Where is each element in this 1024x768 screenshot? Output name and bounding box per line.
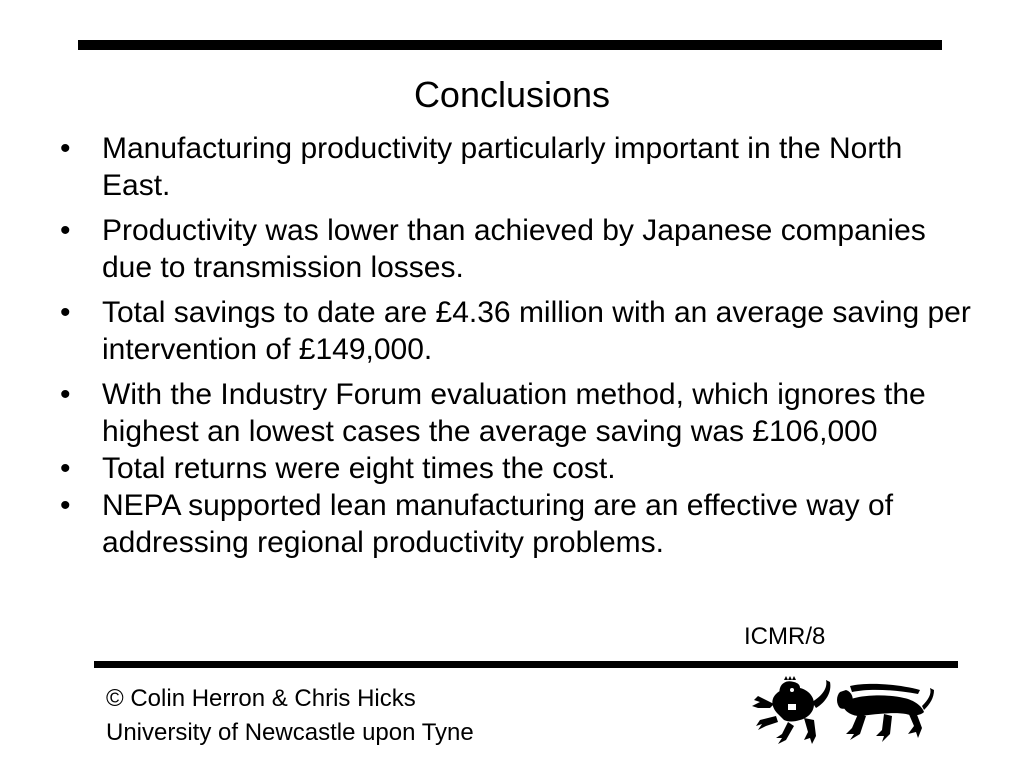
bullet-item: [56, 376, 976, 450]
bullet-marker: •: [60, 296, 71, 329]
bullet-marker: •: [60, 378, 71, 411]
bullet-text: NEPA supported lean manufacturing are an effective way of addressing regional productivity problems.: [102, 489, 894, 559]
footer-credit: [106, 682, 474, 750]
bullet-item: [56, 212, 976, 286]
bullet-text: Total returns were eight times the cost.: [102, 452, 616, 485]
heraldic-lions-logo-icon: [748, 676, 934, 746]
bullet-item: [56, 450, 976, 487]
slide-code: ICMR/8: [744, 623, 826, 650]
bullet-marker: •: [60, 132, 71, 165]
slide-title: Conclusions: [413, 74, 611, 115]
bullet-text: Productivity was lower than achieved by Japanese companies due to transmission losses.: [102, 214, 926, 284]
bullet-text: Total savings to date are £4.36 million with an average saving per intervention of £149,000.: [102, 296, 971, 366]
bullet-marker: •: [60, 489, 71, 522]
bullet-item: [56, 487, 976, 561]
bullet-text: With the Industry Forum evaluation method, which ignores the highest an lowest cases the average saving was £106,000: [102, 378, 926, 448]
bullet-item: [56, 130, 976, 204]
bottom-rule: [94, 661, 958, 668]
top-rule: [78, 40, 942, 50]
footer-institution-line: University of Newcastle upon Tyne: [106, 719, 474, 746]
bullet-marker: •: [60, 452, 71, 485]
bullet-text: Manufacturing productivity particularly important in the North East.: [102, 132, 903, 202]
bullet-list: [56, 130, 976, 561]
bullet-item: [56, 294, 976, 368]
bullet-marker: •: [60, 214, 71, 247]
footer-credit-line: © Colin Herron & Chris Hicks: [106, 685, 416, 712]
